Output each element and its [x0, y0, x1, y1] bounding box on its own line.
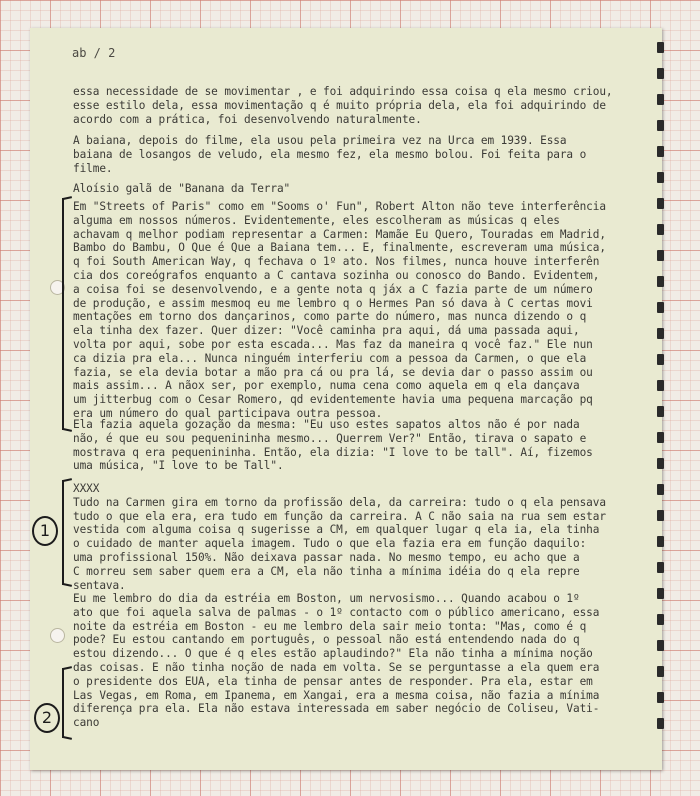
binder-hole — [657, 588, 664, 599]
text-line: fazia, se ela devia botar a mão pra cá ou pra lá, se devia dar o passo assim ou — [73, 365, 593, 379]
text-line: mais assim... A nãox ser, por exemplo, numa cena como aquela em q ela dançava — [73, 379, 580, 393]
paragraph — [73, 182, 648, 196]
circled-number-2: 2 — [34, 703, 60, 733]
text-line: uma profissional 150%. Não deixava passar nada. No mesmo tempo, eu acho que a — [73, 550, 580, 564]
page-number: ab / 2 — [72, 46, 116, 60]
binder-hole — [657, 718, 664, 729]
text-line: C morreu sem saber quem era a CM, ela não tinha a mínima idéia do q ela repre — [73, 564, 580, 578]
text-line: Ela fazia aquela gozação da mesma: "Eu uso estes sapatos altos não é por nada — [73, 418, 580, 431]
typewritten-page — [30, 28, 662, 770]
binder-hole — [657, 562, 664, 573]
binder-hole — [657, 536, 664, 547]
text-line: esse estilo dela, essa movimentação q é muito própria dela, ela foi adquirindo de — [73, 98, 606, 112]
binder-hole — [657, 328, 664, 339]
text-line: um jitterbug com o Cesar Romero, qd evidentemente havia uma pequena marcação pq — [73, 393, 593, 407]
binder-hole — [657, 302, 664, 313]
paragraph — [73, 200, 648, 421]
text-line: Las Vegas, em Roma, em Ipanema, em Xangai, era a mesma coisa, não fazia a mínima — [73, 688, 600, 702]
text-line: a coisa foi se desenvolvendo, e a gente nota q jáx a C fazia parte de um número — [73, 282, 593, 296]
binder-hole — [657, 120, 664, 131]
paragraph — [73, 482, 648, 592]
text-line: vestida com alguma coisa q sugerisse a CM, em qualquer lugar q ela ia, ela tinha — [73, 523, 600, 537]
text-line: diferença pra ela. Ela não estava interessada em saber negócio de Coliseu, Vati- — [73, 702, 600, 716]
margin-bracket — [62, 480, 64, 585]
text-line: acordo com a prática, foi desenvolvendo naturalmente. — [73, 112, 422, 126]
margin-bracket — [62, 198, 64, 430]
text-line: pode? Eu estou cantando em português, o pessoal não está entendendo nada do q — [73, 633, 580, 647]
margin-bracket — [62, 668, 64, 738]
binder-hole — [657, 406, 664, 417]
text-line: Aloísio galã de "Banana da Terra" — [73, 182, 291, 195]
text-line: estou dizendo... O que é q eles estão aplaudindo?" Ela não tinha a mínima noção — [73, 647, 593, 661]
circled-number-1: 1 — [32, 516, 58, 546]
binder-hole — [657, 94, 664, 105]
binder-hole — [657, 276, 664, 287]
ring-hole — [50, 628, 65, 643]
binder-hole — [657, 380, 664, 391]
text-line: ca dizia pra ela... Nunca ninguém interferiu com a pessoa da Carmen, o que ela — [73, 351, 587, 365]
binder-hole — [657, 224, 664, 235]
text-line: Eu me lembro do dia da estréia em Boston, um nervosismo... Quando acabou o 1º — [73, 592, 580, 605]
text-line: mostrava q era pequenininha. Então, ela dizia: "I love to be tall". Aí, fizemos — [73, 445, 593, 459]
binder-hole — [657, 68, 664, 79]
binder-hole — [657, 198, 664, 209]
text-line: volta por aqui, sobe por esta escada... Mas faz da maneira q você faz." Ele nun — [73, 337, 593, 351]
text-line: A baiana, depois do filme, ela usou pela primeira vez na Urca em 1939. Essa — [73, 134, 567, 147]
text-line: o presidente dos EUA, ela tinha de pensar antes de responder. Pra ela, estar em — [73, 674, 593, 688]
paragraph — [73, 134, 648, 175]
text-line: ela tinha dex fazer. Quer dizer: "Você caminha pra aqui, dá uma passada aqui, — [73, 324, 580, 338]
binder-hole — [657, 666, 664, 677]
text-line: filme. — [73, 161, 113, 175]
text-line: Tudo na Carmen gira em torno da profissão dela, da carreira: tudo o q ela pensava — [73, 495, 606, 509]
text-line: tudo o que ela era, era tudo em função da carreira. A C não saia na rua sem estar — [73, 509, 606, 523]
binder-hole — [657, 510, 664, 521]
text-line: das coisas. E não tinha noção de nada em volta. Se se perguntasse a ela quem era — [73, 660, 600, 674]
text-line: cia dos coreógrafos enquanto a C cantava sozinha ou conosco do Bando. Evidentem, — [73, 268, 600, 282]
text-line: Bambo do Bambu, O Que é Que a Baiana tem... E, finalmente, escreveram uma música, — [73, 241, 606, 255]
binder-hole — [657, 146, 664, 157]
text-line: achavam q melhor podiam representar a Carmen: Mamãe Eu Quero, Touradas em Madrid, — [73, 227, 606, 241]
text-line: ato que foi aquela salva de palmas - o 1º contacto com o público americano, essa — [73, 605, 600, 619]
text-line: mentações em torno dos dançarinos, como parte do número, mas nunca dizendo o q — [73, 310, 587, 324]
text-line: XXXX — [73, 482, 100, 495]
text-line: de produção, e assim mesmoq eu me lembro q o Hermes Pan só dava à C certas movi — [73, 296, 593, 310]
paragraph — [73, 85, 648, 126]
text-line: essa necessidade de se movimentar , e foi adquirindo essa coisa q ela mesmo criou, — [73, 85, 613, 98]
binder-hole — [657, 172, 664, 183]
text-line: baiana de losangos de veludo, ela mesmo fez, ela mesmo bolou. Foi feita para o — [73, 147, 587, 161]
binder-hole — [657, 640, 664, 651]
binder-hole — [657, 692, 664, 703]
text-line: uma música, "I love to be Tall". — [73, 459, 284, 473]
text-line: q foi South American Way, q fechava o 1º ato. Nos filmes, nunca houve interferên — [73, 255, 600, 269]
text-line: era um número do qual participava outra pessoa. — [73, 406, 383, 420]
paragraph — [73, 592, 648, 730]
binder-hole — [657, 42, 664, 53]
binder-hole — [657, 432, 664, 443]
binder-hole — [657, 458, 664, 469]
binder-hole — [657, 484, 664, 495]
text-line: alguma em nossos números. Evidentemente, eles escolheram as músicas q eles — [73, 213, 560, 227]
binder-hole — [657, 354, 664, 365]
binder-hole — [657, 250, 664, 261]
text-line: noite da estréia em Boston - eu me lembro dela sair meio tonta: "Mas, como é q — [73, 619, 587, 633]
text-line: Em "Streets of Paris" como em "Sooms o' Fun", Robert Alton não teve interferência — [73, 200, 606, 213]
text-line: o cuidado de manter aquela imagem. Tudo o que ela fazia era em função daquilo: — [73, 537, 587, 551]
text-line: sentava. — [73, 578, 126, 592]
paragraph — [73, 418, 648, 473]
text-line: não, é que eu sou pequenininha mesmo... Querrem Ver?" Então, tirava o sapato e — [73, 431, 587, 445]
text-line: cano — [73, 716, 100, 730]
binder-hole — [657, 614, 664, 625]
